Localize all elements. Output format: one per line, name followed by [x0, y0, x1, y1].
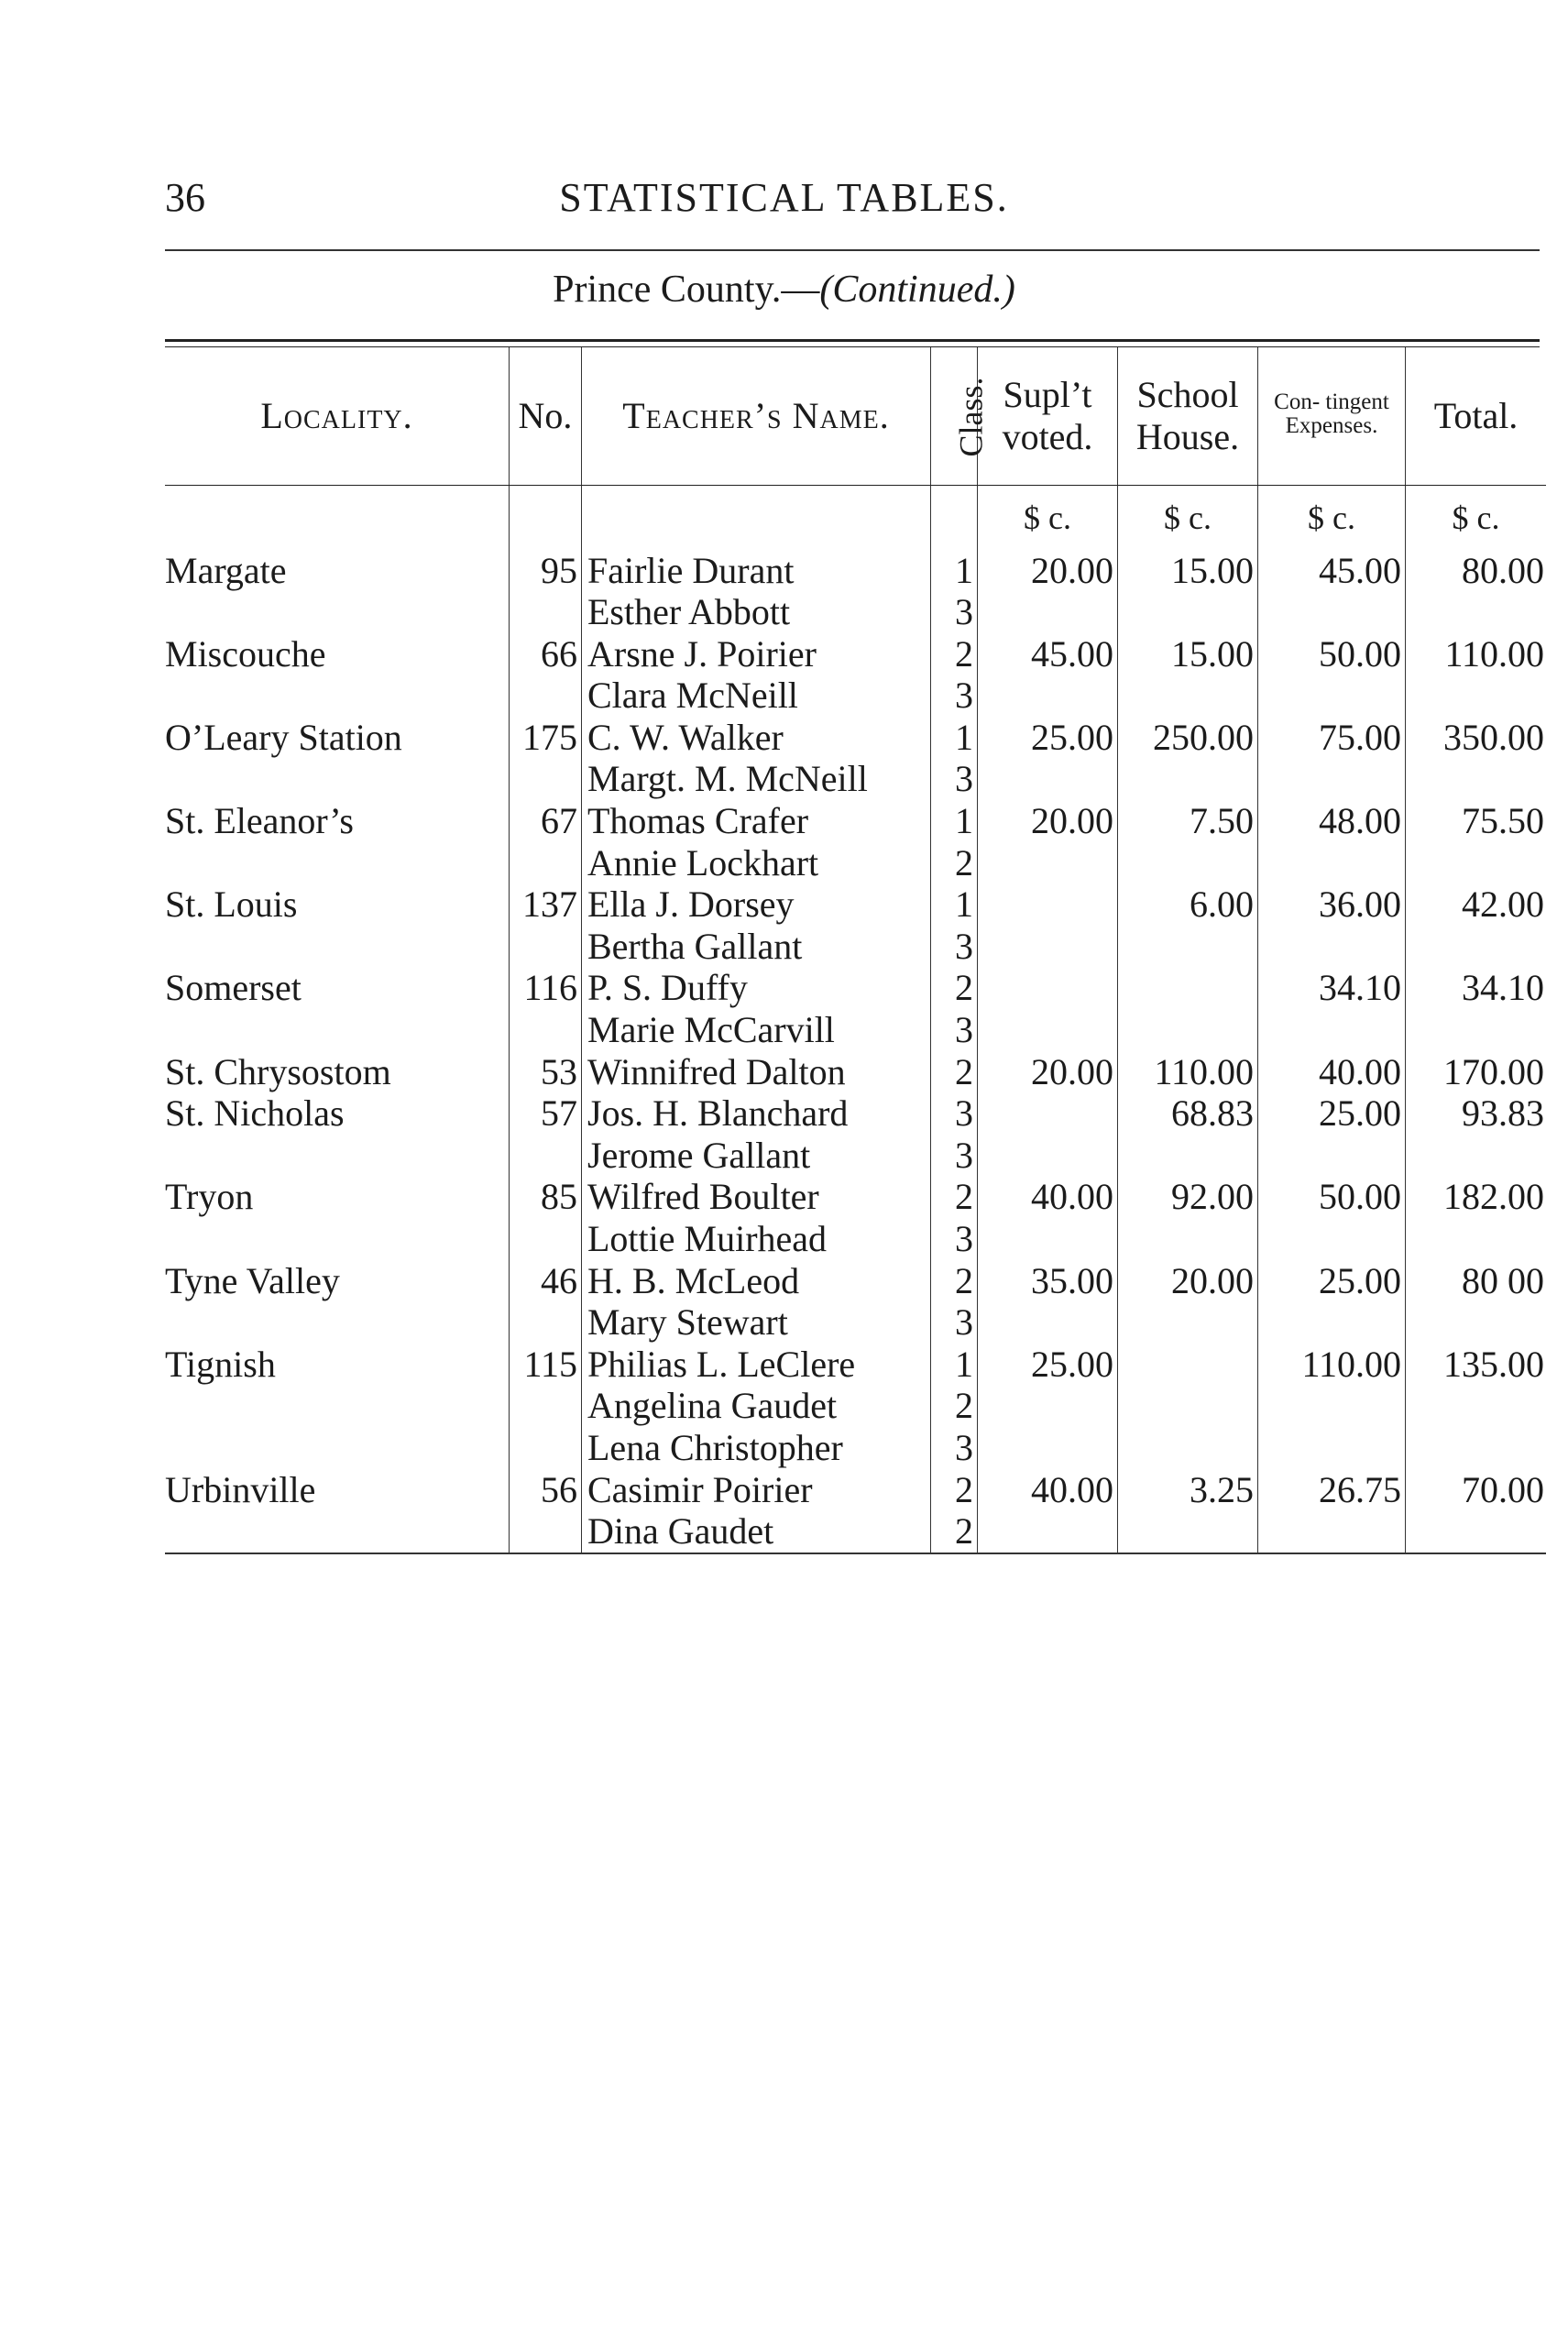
cell-suplt: 25.00 — [978, 717, 1118, 759]
cell-suplt — [978, 1427, 1118, 1469]
table-row — [165, 842, 1546, 884]
cell-teacher: Ella J. Dorsey — [582, 883, 931, 926]
table-body — [165, 485, 1546, 1553]
class-header-label: Class. — [952, 377, 990, 457]
cell-no — [510, 842, 582, 884]
cell-school: 250.00 — [1118, 717, 1258, 759]
cell-total: 110.00 — [1406, 633, 1547, 675]
cell-suplt: 20.00 — [978, 1051, 1118, 1093]
cell-suplt: 25.00 — [978, 1344, 1118, 1386]
cell-suplt: 45.00 — [978, 633, 1118, 675]
cell-contingent — [1258, 1385, 1406, 1427]
cell-teacher: Winnifred Dalton — [582, 1051, 931, 1093]
statistics-table-wrap — [165, 339, 1544, 1554]
col-header-locality: Locality. — [165, 347, 510, 485]
table-row — [165, 1469, 1546, 1511]
cell-locality — [165, 1385, 510, 1427]
cell-total — [1406, 842, 1547, 884]
cell-no: 115 — [510, 1344, 582, 1386]
cell-teacher: Philias L. LeClere — [582, 1344, 931, 1386]
cell-no — [510, 1301, 582, 1344]
cell-teacher: Lena Christopher — [582, 1427, 931, 1469]
cell-no — [510, 1385, 582, 1427]
table-row — [165, 1427, 1546, 1469]
unit-contingent: $ c. — [1258, 485, 1406, 550]
cell-class: 3 — [931, 1218, 978, 1260]
col-header-class — [931, 347, 990, 485]
cell-total: 350.00 — [1406, 717, 1547, 759]
suplt-header-label: Supl’t voted. — [1002, 373, 1093, 457]
cell-contingent — [1258, 1427, 1406, 1469]
cell-locality — [165, 1218, 510, 1260]
cell-locality — [165, 758, 510, 800]
cell-locality — [165, 926, 510, 968]
table-row — [165, 1092, 1546, 1135]
cell-locality: O’Leary Station — [165, 716, 402, 758]
cell-school: 15.00 — [1118, 550, 1258, 592]
cell-teacher: Annie Lockhart — [582, 842, 931, 884]
cell-suplt — [978, 1009, 1118, 1051]
cell-total — [1406, 1301, 1547, 1344]
cell-no: 66 — [510, 633, 582, 675]
cell-contingent — [1258, 1009, 1406, 1051]
unit-total: $ c. — [1406, 485, 1547, 550]
cell-locality — [165, 1510, 510, 1553]
cell-contingent: 25.00 — [1258, 1092, 1406, 1135]
cell-school — [1118, 926, 1258, 968]
cell-contingent: 25.00 — [1258, 1260, 1406, 1302]
table-row — [165, 591, 1546, 633]
cell-locality: St. Louis — [165, 883, 298, 926]
col-header-school — [1118, 347, 1258, 485]
cell-locality: St. Nicholas — [165, 1092, 345, 1135]
cell-class: 3 — [931, 758, 978, 800]
cell-suplt: 40.00 — [978, 1176, 1118, 1218]
cell-contingent: 45.00 — [1258, 550, 1406, 592]
cell-locality — [165, 1427, 510, 1469]
cell-school: 3.25 — [1118, 1469, 1258, 1511]
cell-school: 6.00 — [1118, 883, 1258, 926]
cell-school — [1118, 1301, 1258, 1344]
cell-locality: Tyne Valley — [165, 1259, 340, 1301]
cell-contingent: 110.00 — [1258, 1344, 1406, 1386]
cell-no: 53 — [510, 1051, 582, 1093]
cell-no: 137 — [510, 883, 582, 926]
table-row — [165, 633, 1546, 675]
school-header-label: School House. — [1135, 373, 1240, 457]
cell-contingent: 48.00 — [1258, 800, 1406, 842]
cell-total: 135.00 — [1406, 1344, 1547, 1386]
cell-contingent — [1258, 591, 1406, 633]
table-row — [165, 758, 1546, 800]
cell-locality: Tryon — [165, 1176, 254, 1218]
cell-school — [1118, 675, 1258, 717]
table-row — [165, 1510, 1546, 1553]
subtitle-continued: (Continued.) — [819, 269, 1015, 311]
cell-no — [510, 591, 582, 633]
cell-contingent: 75.00 — [1258, 717, 1406, 759]
cell-class: 2 — [931, 1469, 978, 1511]
cell-no — [510, 758, 582, 800]
cell-school: 68.83 — [1118, 1092, 1258, 1135]
cell-locality: St. Eleanor’s — [165, 800, 354, 842]
cell-class: 3 — [931, 591, 978, 633]
cell-no: 85 — [510, 1176, 582, 1218]
cell-teacher: Lottie Muirhead — [582, 1218, 931, 1260]
cell-no: 46 — [510, 1260, 582, 1302]
cell-class: 2 — [931, 842, 978, 884]
cell-school: 110.00 — [1118, 1051, 1258, 1093]
cell-suplt — [978, 926, 1118, 968]
cell-locality: St. Chrysostom — [165, 1050, 391, 1092]
cell-teacher: Clara McNeill — [582, 675, 931, 717]
cell-suplt — [978, 842, 1118, 884]
col-header-teacher: Teacher’s Name. — [582, 347, 931, 485]
cell-school — [1118, 1344, 1258, 1386]
cell-contingent: 34.10 — [1258, 967, 1406, 1009]
cell-class: 1 — [931, 800, 978, 842]
cell-suplt: 20.00 — [978, 550, 1118, 592]
cell-class: 3 — [931, 1301, 978, 1344]
cell-teacher: Jos. H. Blanchard — [582, 1092, 931, 1135]
cell-class: 2 — [931, 1385, 978, 1427]
cell-suplt — [978, 591, 1118, 633]
cell-suplt — [978, 1510, 1118, 1553]
cell-teacher: P. S. Duffy — [582, 967, 931, 1009]
cell-class: 3 — [931, 1009, 978, 1051]
table-row — [165, 1176, 1546, 1218]
cell-suplt — [978, 1218, 1118, 1260]
cell-locality: Margate — [165, 549, 287, 591]
cell-school — [1118, 1009, 1258, 1051]
cell-no: 67 — [510, 800, 582, 842]
table-row — [165, 717, 1546, 759]
cell-locality: Miscouche — [165, 632, 326, 675]
cell-teacher: Margt. M. McNeill — [582, 758, 931, 800]
cell-suplt — [978, 1092, 1118, 1135]
cell-contingent — [1258, 842, 1406, 884]
col-header-contingent — [1258, 347, 1406, 485]
cell-class: 3 — [931, 675, 978, 717]
cell-teacher: H. B. McLeod — [582, 1260, 931, 1302]
cell-total — [1406, 1427, 1547, 1469]
cell-school — [1118, 842, 1258, 884]
cell-school — [1118, 1510, 1258, 1553]
col-header-no: No. — [510, 347, 582, 485]
cell-locality — [165, 591, 510, 633]
cell-no: 57 — [510, 1092, 582, 1135]
cell-teacher: Fairlie Durant — [582, 550, 931, 592]
cell-no — [510, 1218, 582, 1260]
table-row — [165, 1301, 1546, 1344]
cell-total: 80.00 — [1406, 550, 1547, 592]
cell-total — [1406, 926, 1547, 968]
cell-class: 1 — [931, 883, 978, 926]
cell-locality — [165, 842, 510, 884]
col-header-total: Total. — [1406, 347, 1547, 485]
cell-locality: Urbinville — [165, 1468, 316, 1510]
cell-teacher: Dina Gaudet — [582, 1510, 931, 1553]
table-row — [165, 800, 1546, 842]
cell-class: 2 — [931, 1176, 978, 1218]
cell-contingent: 50.00 — [1258, 1176, 1406, 1218]
cell-total — [1406, 1510, 1547, 1553]
cell-total — [1406, 675, 1547, 717]
cell-total: 93.83 — [1406, 1092, 1547, 1135]
cell-teacher: Arsne J. Poirier — [582, 633, 931, 675]
table-header-row — [165, 347, 1546, 485]
table-row — [165, 675, 1546, 717]
cell-contingent — [1258, 675, 1406, 717]
cell-total: 34.10 — [1406, 967, 1547, 1009]
cell-contingent — [1258, 758, 1406, 800]
cell-suplt — [978, 1301, 1118, 1344]
cell-suplt: 35.00 — [978, 1260, 1118, 1302]
cell-no — [510, 926, 582, 968]
cell-class: 3 — [931, 1427, 978, 1469]
cell-school — [1118, 967, 1258, 1009]
cell-total — [1406, 591, 1547, 633]
contingent-header-label: Con- tingent Expenses. — [1274, 389, 1389, 438]
cell-class: 2 — [931, 967, 978, 1009]
cell-no — [510, 1009, 582, 1051]
cell-no: 116 — [510, 967, 582, 1009]
units-row — [165, 485, 1546, 550]
table-row — [165, 550, 1546, 592]
cell-total — [1406, 1218, 1547, 1260]
cell-teacher: Marie McCarvill — [582, 1009, 931, 1051]
cell-class: 3 — [931, 926, 978, 968]
cell-school — [1118, 758, 1258, 800]
statistics-table — [165, 347, 1546, 1554]
cell-teacher: Angelina Gaudet — [582, 1385, 931, 1427]
cell-school: 15.00 — [1118, 633, 1258, 675]
cell-teacher: Bertha Gallant — [582, 926, 931, 968]
cell-class: 2 — [931, 1051, 978, 1093]
cell-total — [1406, 1009, 1547, 1051]
cell-contingent — [1258, 1510, 1406, 1553]
cell-no: 95 — [510, 550, 582, 592]
cell-school: 20.00 — [1118, 1260, 1258, 1302]
cell-no — [510, 1135, 582, 1177]
table-row — [165, 1051, 1546, 1093]
col-header-suplt — [978, 347, 1118, 485]
cell-suplt — [978, 1135, 1118, 1177]
table-row — [165, 967, 1546, 1009]
cell-contingent — [1258, 1218, 1406, 1260]
cell-teacher: Mary Stewart — [582, 1301, 931, 1344]
cell-contingent: 40.00 — [1258, 1051, 1406, 1093]
table-row — [165, 1260, 1546, 1302]
subtitle-text: Prince County.— — [553, 269, 820, 311]
table-subtitle — [0, 268, 1568, 312]
header-rule — [165, 249, 1540, 251]
cell-teacher: C. W. Walker — [582, 717, 931, 759]
cell-total: 42.00 — [1406, 883, 1547, 926]
cell-locality: Somerset — [165, 967, 302, 1009]
table-row — [165, 1218, 1546, 1260]
cell-no — [510, 675, 582, 717]
page-number: 36 — [165, 175, 205, 220]
table-row — [165, 1009, 1546, 1051]
cell-school — [1118, 1218, 1258, 1260]
table-row — [165, 1135, 1546, 1177]
cell-suplt — [978, 675, 1118, 717]
cell-school — [1118, 1385, 1258, 1427]
table-row — [165, 883, 1546, 926]
cell-teacher: Thomas Crafer — [582, 800, 931, 842]
unit-school: $ c. — [1118, 485, 1258, 550]
cell-total — [1406, 758, 1547, 800]
cell-total: 80 00 — [1406, 1260, 1547, 1302]
table-row — [165, 1344, 1546, 1386]
cell-suplt — [978, 1385, 1118, 1427]
cell-school — [1118, 1135, 1258, 1177]
table-top-rule — [165, 339, 1540, 347]
running-title: STATISTICAL TABLES. — [559, 175, 1009, 220]
cell-total: 75.50 — [1406, 800, 1547, 842]
cell-total: 170.00 — [1406, 1051, 1547, 1093]
cell-no: 175 — [510, 717, 582, 759]
cell-school — [1118, 591, 1258, 633]
cell-contingent: 26.75 — [1258, 1469, 1406, 1511]
cell-total — [1406, 1135, 1547, 1177]
cell-no: 56 — [510, 1469, 582, 1511]
cell-school — [1118, 1427, 1258, 1469]
cell-no — [510, 1510, 582, 1553]
cell-contingent — [1258, 1135, 1406, 1177]
cell-teacher: Esther Abbott — [582, 591, 931, 633]
cell-contingent — [1258, 1301, 1406, 1344]
cell-locality — [165, 675, 510, 717]
cell-total — [1406, 1385, 1547, 1427]
cell-teacher: Jerome Gallant — [582, 1135, 931, 1177]
cell-class: 1 — [931, 1344, 978, 1386]
table-row — [165, 926, 1546, 968]
cell-suplt — [978, 883, 1118, 926]
table-row — [165, 1385, 1546, 1427]
cell-locality — [165, 1301, 510, 1344]
cell-total: 70.00 — [1406, 1469, 1547, 1511]
cell-suplt: 20.00 — [978, 800, 1118, 842]
cell-teacher: Casimir Poirier — [582, 1469, 931, 1511]
cell-class: 3 — [931, 1135, 978, 1177]
cell-suplt: 40.00 — [978, 1469, 1118, 1511]
cell-locality — [165, 1135, 510, 1177]
cell-contingent: 50.00 — [1258, 633, 1406, 675]
cell-total: 182.00 — [1406, 1176, 1547, 1218]
cell-class: 2 — [931, 1510, 978, 1553]
cell-teacher: Wilfred Boulter — [582, 1176, 931, 1218]
cell-suplt — [978, 967, 1118, 1009]
cell-no — [510, 1427, 582, 1469]
cell-class: 2 — [931, 1260, 978, 1302]
cell-suplt — [978, 758, 1118, 800]
cell-school: 92.00 — [1118, 1176, 1258, 1218]
cell-school: 7.50 — [1118, 800, 1258, 842]
cell-class: 1 — [931, 550, 978, 592]
cell-contingent: 36.00 — [1258, 883, 1406, 926]
cell-contingent — [1258, 926, 1406, 968]
cell-locality: Tignish — [165, 1343, 276, 1385]
cell-locality — [165, 1009, 510, 1051]
unit-suplt: $ c. — [978, 485, 1118, 550]
cell-class: 3 — [931, 1092, 978, 1135]
cell-class: 1 — [931, 717, 978, 759]
cell-class: 2 — [931, 633, 978, 675]
